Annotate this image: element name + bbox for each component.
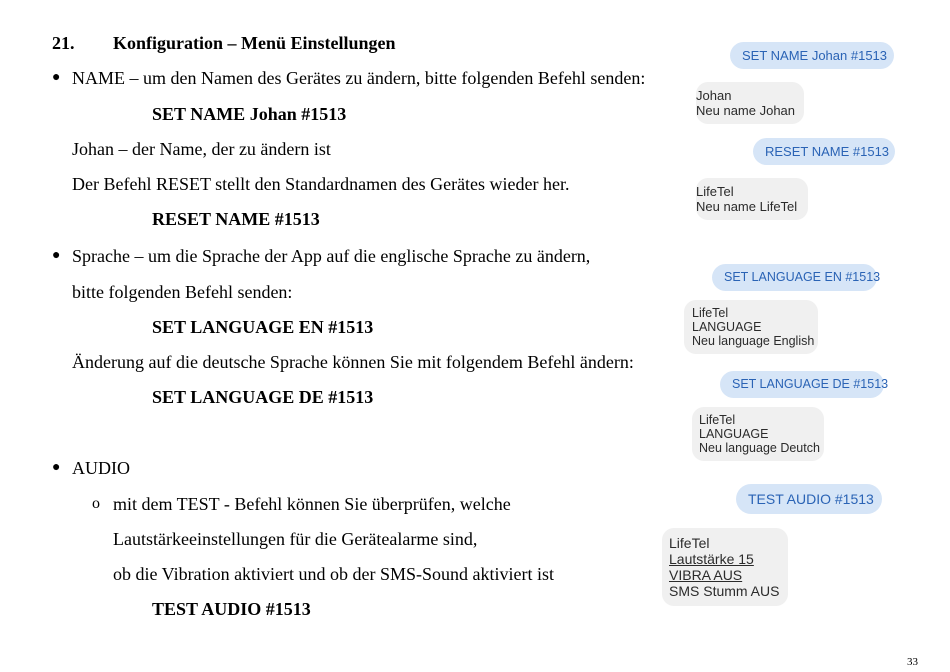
- language-change-text: Änderung auf die deutsche Sprache können Sie mit folgendem Befehl ändern:: [72, 352, 634, 372]
- reset-text: Der Befehl RESET stellt den Standardnamen des Gerätes wieder her.: [72, 174, 570, 194]
- section-number: 21.: [52, 33, 75, 53]
- sms-line: LifeTel: [669, 535, 710, 551]
- cmd-set-language-de: SET LANGUAGE DE #1513: [152, 387, 374, 407]
- sms-line: Neu language English: [692, 334, 815, 348]
- bullet-dot: ●: [52, 460, 61, 475]
- sms-line: LifeTel: [699, 413, 736, 427]
- sms-incoming-bubble: [696, 82, 804, 124]
- language-bullet-line2: bitte folgenden Befehl senden:: [72, 282, 293, 302]
- audio-sub-line1: mit dem TEST - Befehl können Sie überprüfen, welche: [113, 494, 511, 514]
- sms-line: VIBRA AUS: [669, 567, 743, 583]
- audio-bullet-text: AUDIO: [72, 458, 130, 478]
- sms-line: LANGUAGE: [699, 427, 769, 441]
- bullet-dot: ●: [52, 70, 61, 85]
- name-explain-text: Johan – der Name, der zu ändern ist: [72, 139, 331, 159]
- cmd-test-audio: TEST AUDIO #1513: [152, 599, 311, 619]
- cmd-reset-name: RESET NAME #1513: [152, 209, 320, 229]
- sms-line: Neu name LifeTel: [696, 199, 798, 214]
- sms-outgoing-bubble: SET LANGUAGE EN #1513: [712, 264, 877, 291]
- audio-sub-line2: Lautstärkeeinstellungen für die Gerätealarme sind,: [113, 529, 478, 549]
- sms-outgoing-bubble: RESET NAME #1513: [753, 138, 895, 165]
- language-bullet-line1: Sprache – um die Sprache der App auf die englische Sprache zu ändern,: [72, 246, 591, 266]
- sms-line: LifeTel: [696, 184, 734, 199]
- cmd-set-language-en: SET LANGUAGE EN #1513: [152, 317, 374, 337]
- sms-line: Neu name Johan: [696, 103, 796, 118]
- sms-line: Lautstärke 15: [669, 551, 754, 567]
- page-number: 33: [907, 656, 918, 668]
- audio-sub-line3: ob die Vibration aktiviert und ob der SMS-Sound aktiviert ist: [113, 564, 555, 584]
- sms-line: Johan: [696, 88, 732, 103]
- sms-incoming-bubble: [662, 528, 788, 606]
- sms-line: LifeTel: [692, 306, 729, 320]
- sms-line: SMS Stumm AUS: [669, 583, 780, 599]
- bullet-dot: ●: [52, 248, 61, 263]
- sms-outgoing-bubble: SET LANGUAGE DE #1513: [720, 371, 884, 398]
- cmd-set-name: SET NAME Johan #1513: [152, 104, 347, 124]
- sms-incoming-bubble: [696, 178, 808, 220]
- sub-bullet-circle: o: [92, 495, 100, 512]
- sms-outgoing-bubble: TEST AUDIO #1513: [736, 484, 882, 514]
- section-title: Konfiguration – Menü Einstellungen: [113, 33, 396, 53]
- name-bullet-text: NAME – um den Namen des Gerätes zu ändern, bitte folgenden Befehl senden:: [72, 68, 646, 88]
- sms-incoming-bubble: [684, 300, 818, 354]
- sms-incoming-bubble: [692, 407, 824, 461]
- sms-outgoing-bubble: SET NAME Johan #1513: [730, 42, 894, 69]
- sms-line: Neu language Deutch: [699, 441, 820, 455]
- sms-line: LANGUAGE: [692, 320, 762, 334]
